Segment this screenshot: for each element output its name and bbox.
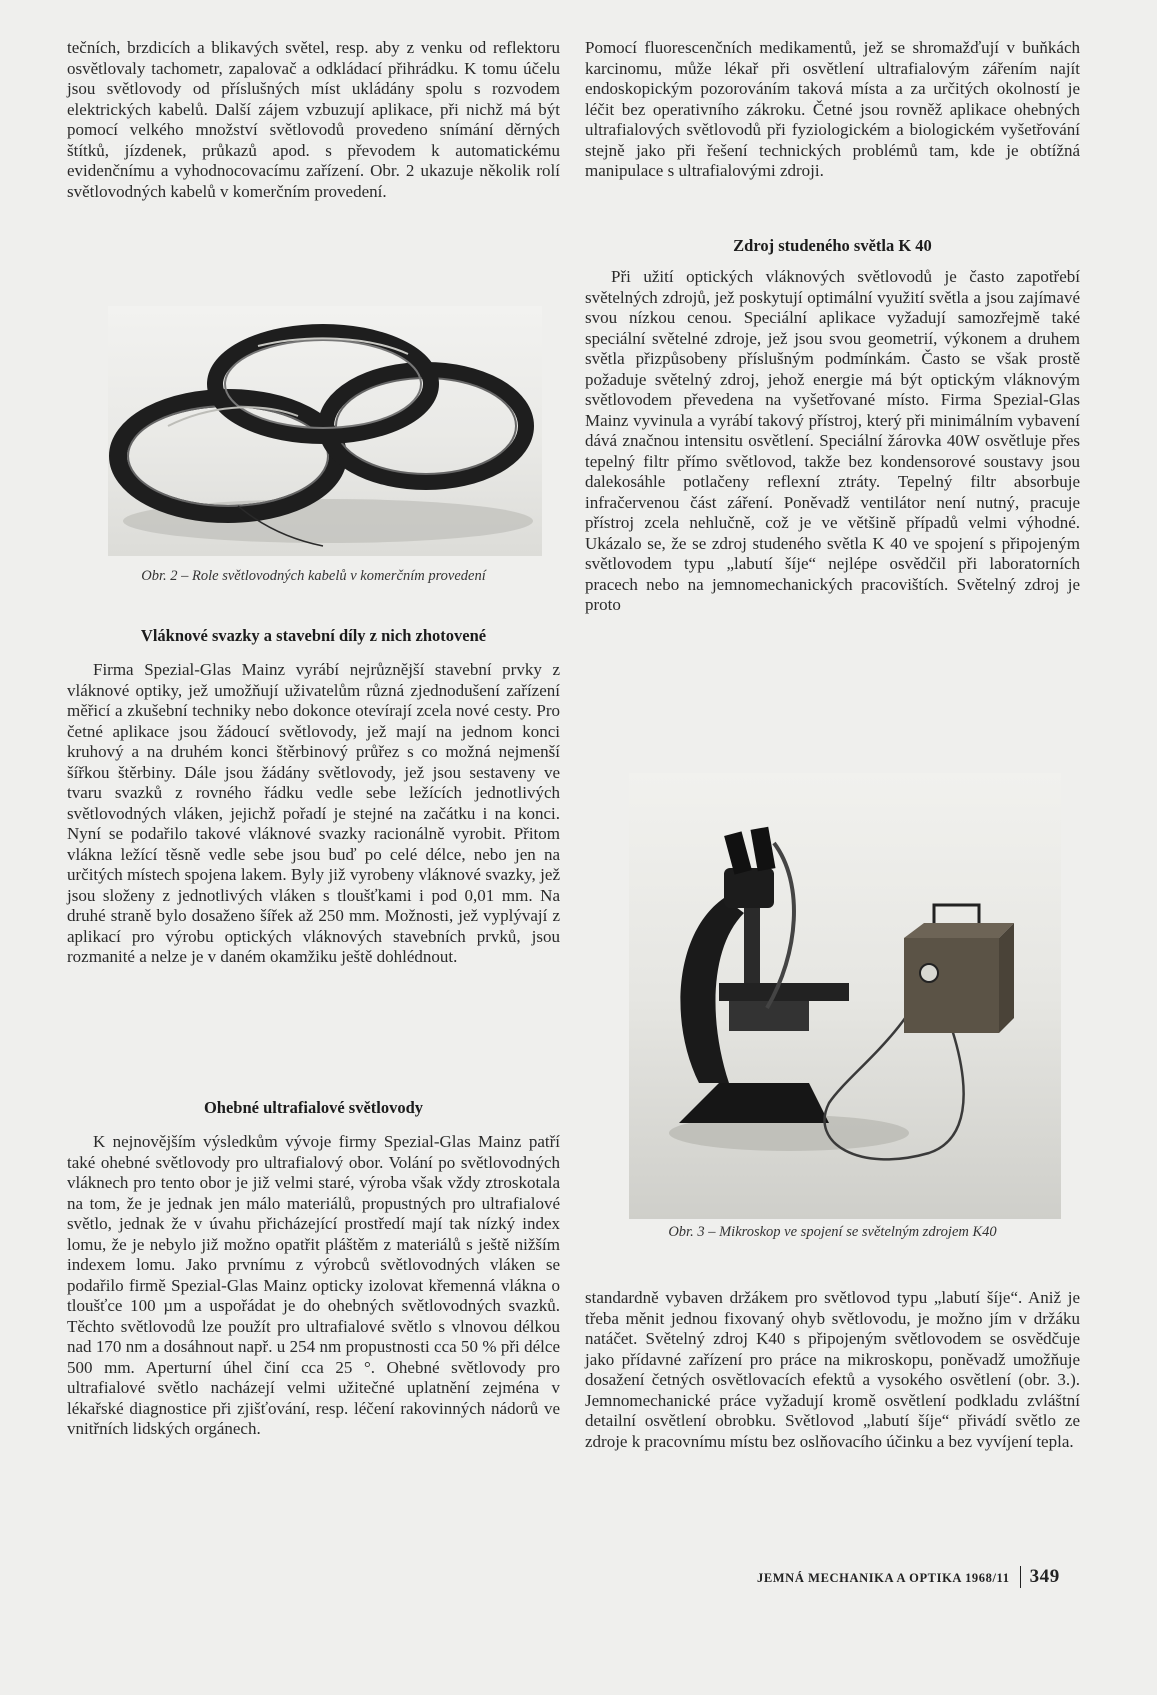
- journal-name: JEMNÁ MECHANIKA A OPTIKA 1968/11: [757, 1571, 1010, 1585]
- paragraph: Při užití optických vláknových světlovodů je často zapotřebí světelných zdrojů, jež poskytují optimální využití světla a jsou zajímavé svou nízkou cenou. Speciální aplikace vyžadují samozřejmě také speciální světelné zdroje, jež jsou svou geometrií, výkonem a druhem světla přizpůsobeny příslušným podmínkám. Často se však prostě požaduje světelný zdroj, jehož energie má být optickým vláknovým světlovodem převedena na vyšetřované místo. Firma Spezial-Glas Mainz vyvinula a vyrábí takový přístroj, který při minimálním vybavení dává značnou intensitu osvětlení. Speciální žárovka 40W osvětluje přes tepelný filtr přímo světlovod, takže bez kondensorové soustavy jsou dalekosáhle potlačeny reflexní ztráty. Tepelný filtr absorbuje infračervenou část záření. Poněvadž ventilátor není nutný, pracuje přístroj zcela nehlučně, což je ve většině případů velmi výhodné. Ukázalo se, že se zdroj studeného světla K 40 ve spojení s připojeným světlovodem typu „labutí šíje“ nejlépe osvědčil při laboratorních pracech nebo na jemnomechanických pracovištích. Světelný zdroj je proto: [585, 267, 1080, 614]
- microscope-light-source-illustration: [629, 773, 1061, 1219]
- figure-3-caption: Obr. 3 – Mikroskop ve spojení se světelným zdrojem K40: [668, 1224, 997, 1240]
- figure-2-caption: Obr. 2 – Role světlovodných kabelů v komerčním provedení: [141, 568, 486, 584]
- paragraph: K nejnovějším výsledkům vývoje firmy Spezial-Glas Mainz patří také ohebné světlovody pro ultrafialový obor. Volání po světlovodných vláknech pro tento obor je již velmi staré, výroba však vždy ztroskotala na tom, že je jednak jen málo materiálů, propustných pro ultrafialové světlo, jednak že v úvahu přicházející prostředí mají tak nízký index lomu, že je nebylo již možno opatřit pláštěm z materiálů s ještě nižším indexem lomu. Jako prvnímu z výrobců světlovodných vláken se podařilo firmě Spezial-Glas Mainz opticky izolovat křemenná vlákna o tloušťce 100 µm a uspořádat je do ohebných světlovodných svazků. Těchto světlovodů lze použít pro ultrafialové světlo s vlnovou délkou nad 170 nm a dosáhnout např. u 254 nm propustnosti cca 50 % při délce 500 mm. Aperturní úhel činí cca 25 °. Ohebné světlovody pro ultrafialové světlo nacházejí velmi užitečné uplatnění zejména v lékařské diagnostice při zjišťování, resp. léčení rakovinných nádorů ve vnitřních lidských orgánech.: [67, 1132, 560, 1438]
- right-column-bottom: [585, 1288, 1080, 1452]
- cable-rolls-illustration: [108, 306, 542, 556]
- footer-divider: [1020, 1566, 1021, 1588]
- paragraph: standardně vybaven držákem pro světlovod typu „labutí šíje“. Aniž je třeba měnit jednou fixovaný ohyb světlovodu, je možno jím v držáku natáčet. Světelný zdroj K40 s připojeným světlovodem se osvědčuje jako přídavné zařízení pro práce na mikroskopu, poněvadž umožňuje dosažení četných osvětlovacích efektů a vysokého osvětlení (obr. 3.). Jemnomechanické práce vyžadují kromě osvětlení podkladu zvláštní detailní osvětlení obrobku. Světlovod „labutí šíje“ přivádí světlo ze zdroje k pracovnímu místu bez oslňovacího účinku a bez vyvíjení tepla.: [585, 1288, 1080, 1451]
- right-column-zdroj: [585, 267, 1080, 616]
- section-heading-zdroj: Zdroj studeného světla K 40: [733, 236, 932, 255]
- left-column-ohebne: [67, 1132, 560, 1440]
- figure-2-photo: [108, 306, 542, 556]
- right-column-intro: [585, 38, 1080, 182]
- paragraph: Pomocí fluorescenčních medikamentů, jež se shromažďují v buňkách karcinomu, může lékař při osvětlení ultrafialovým zářením najít endoskopickým pozorováním taková místa a za určitých okolností je léčit bez operativního zákroku. Četné jsou rovněž aplikace ohebných ultrafialových světlovodů při fyziologickém a biologickém vyšetřování stejně jako při řešení technických problémů tam, kde je obtížná manipulace s ultrafialovými zdroji.: [585, 38, 1080, 180]
- section-heading-vlaknove: Vláknové svazky a stavební díly z nich zhotovené: [140, 626, 487, 645]
- page-number: 349: [1029, 1566, 1060, 1587]
- figure-3-photo: [629, 773, 1061, 1219]
- page-footer: [757, 1566, 1060, 1588]
- section-heading-ohebne: Ohebné ultrafialové světlovody: [203, 1098, 424, 1117]
- left-column-vlaknove: [67, 660, 560, 968]
- paragraph: Firma Spezial-Glas Mainz vyrábí nejrůznější stavební prvky z vláknové optiky, jež umožňují uživatelům různá zjednodušení zařízení měřicí a zkušební techniky nebo dokonce otevírají zcela nové cesty. Pro četné aplikace jsou žádoucí světlovody, jež mají na jednom konci kruhový a na druhém konci štěrbinový průřez s co možná nejmenší šířkou štěrbiny. Dále jsou žádány světlovody, jež jsou sestaveny ve tvaru svazků z rovného řádku vedle sebe ležících jednotlivých světlovodných vláken, jejichž pořadí je stejné na začátku i na konci. Nyní se podařilo takové vláknové svazky racionálně vyrobit. Přitom vlákna ležící těsně vedle sebe jsou buď po celé délce, nebo jen na určitých místech spojena lakem. Byly již vyrobeny vláknové svazky, jež jsou složeny z jednotlivých vláken s tloušťkami i pod 0,01 mm. Na druhé straně bylo dosaženo šířek až 250 mm. Možnosti, jež vyplývají z aplikací pro výrobu optických vláknových stavebních prvků, jsou rozmanité a nelze je v daném okamžiku ještě dohlédnout.: [67, 660, 560, 966]
- left-column-intro: [67, 38, 560, 202]
- paragraph: tečních, brzdicích a blikavých světel, resp. aby z venku od reflektoru osvětlovaly tachometr, zapalovač a odkládací přihrádku. K tomu účelu jsou světlovody od příslušných míst ukládány spolu s rozvodem elektrických kabelů. Další zájem vzbuzují aplikace, při nichž má být pomocí velkého množství světlovodů provedeno snímání děrných štítků, jízdenek, průkazů apod. s převodem k automatickému evidenčnímu a vyhodnocovacímu zařízení. Obr. 2 ukazuje několik rolí světlovodných kabelů v komerčním provedení.: [67, 38, 560, 201]
